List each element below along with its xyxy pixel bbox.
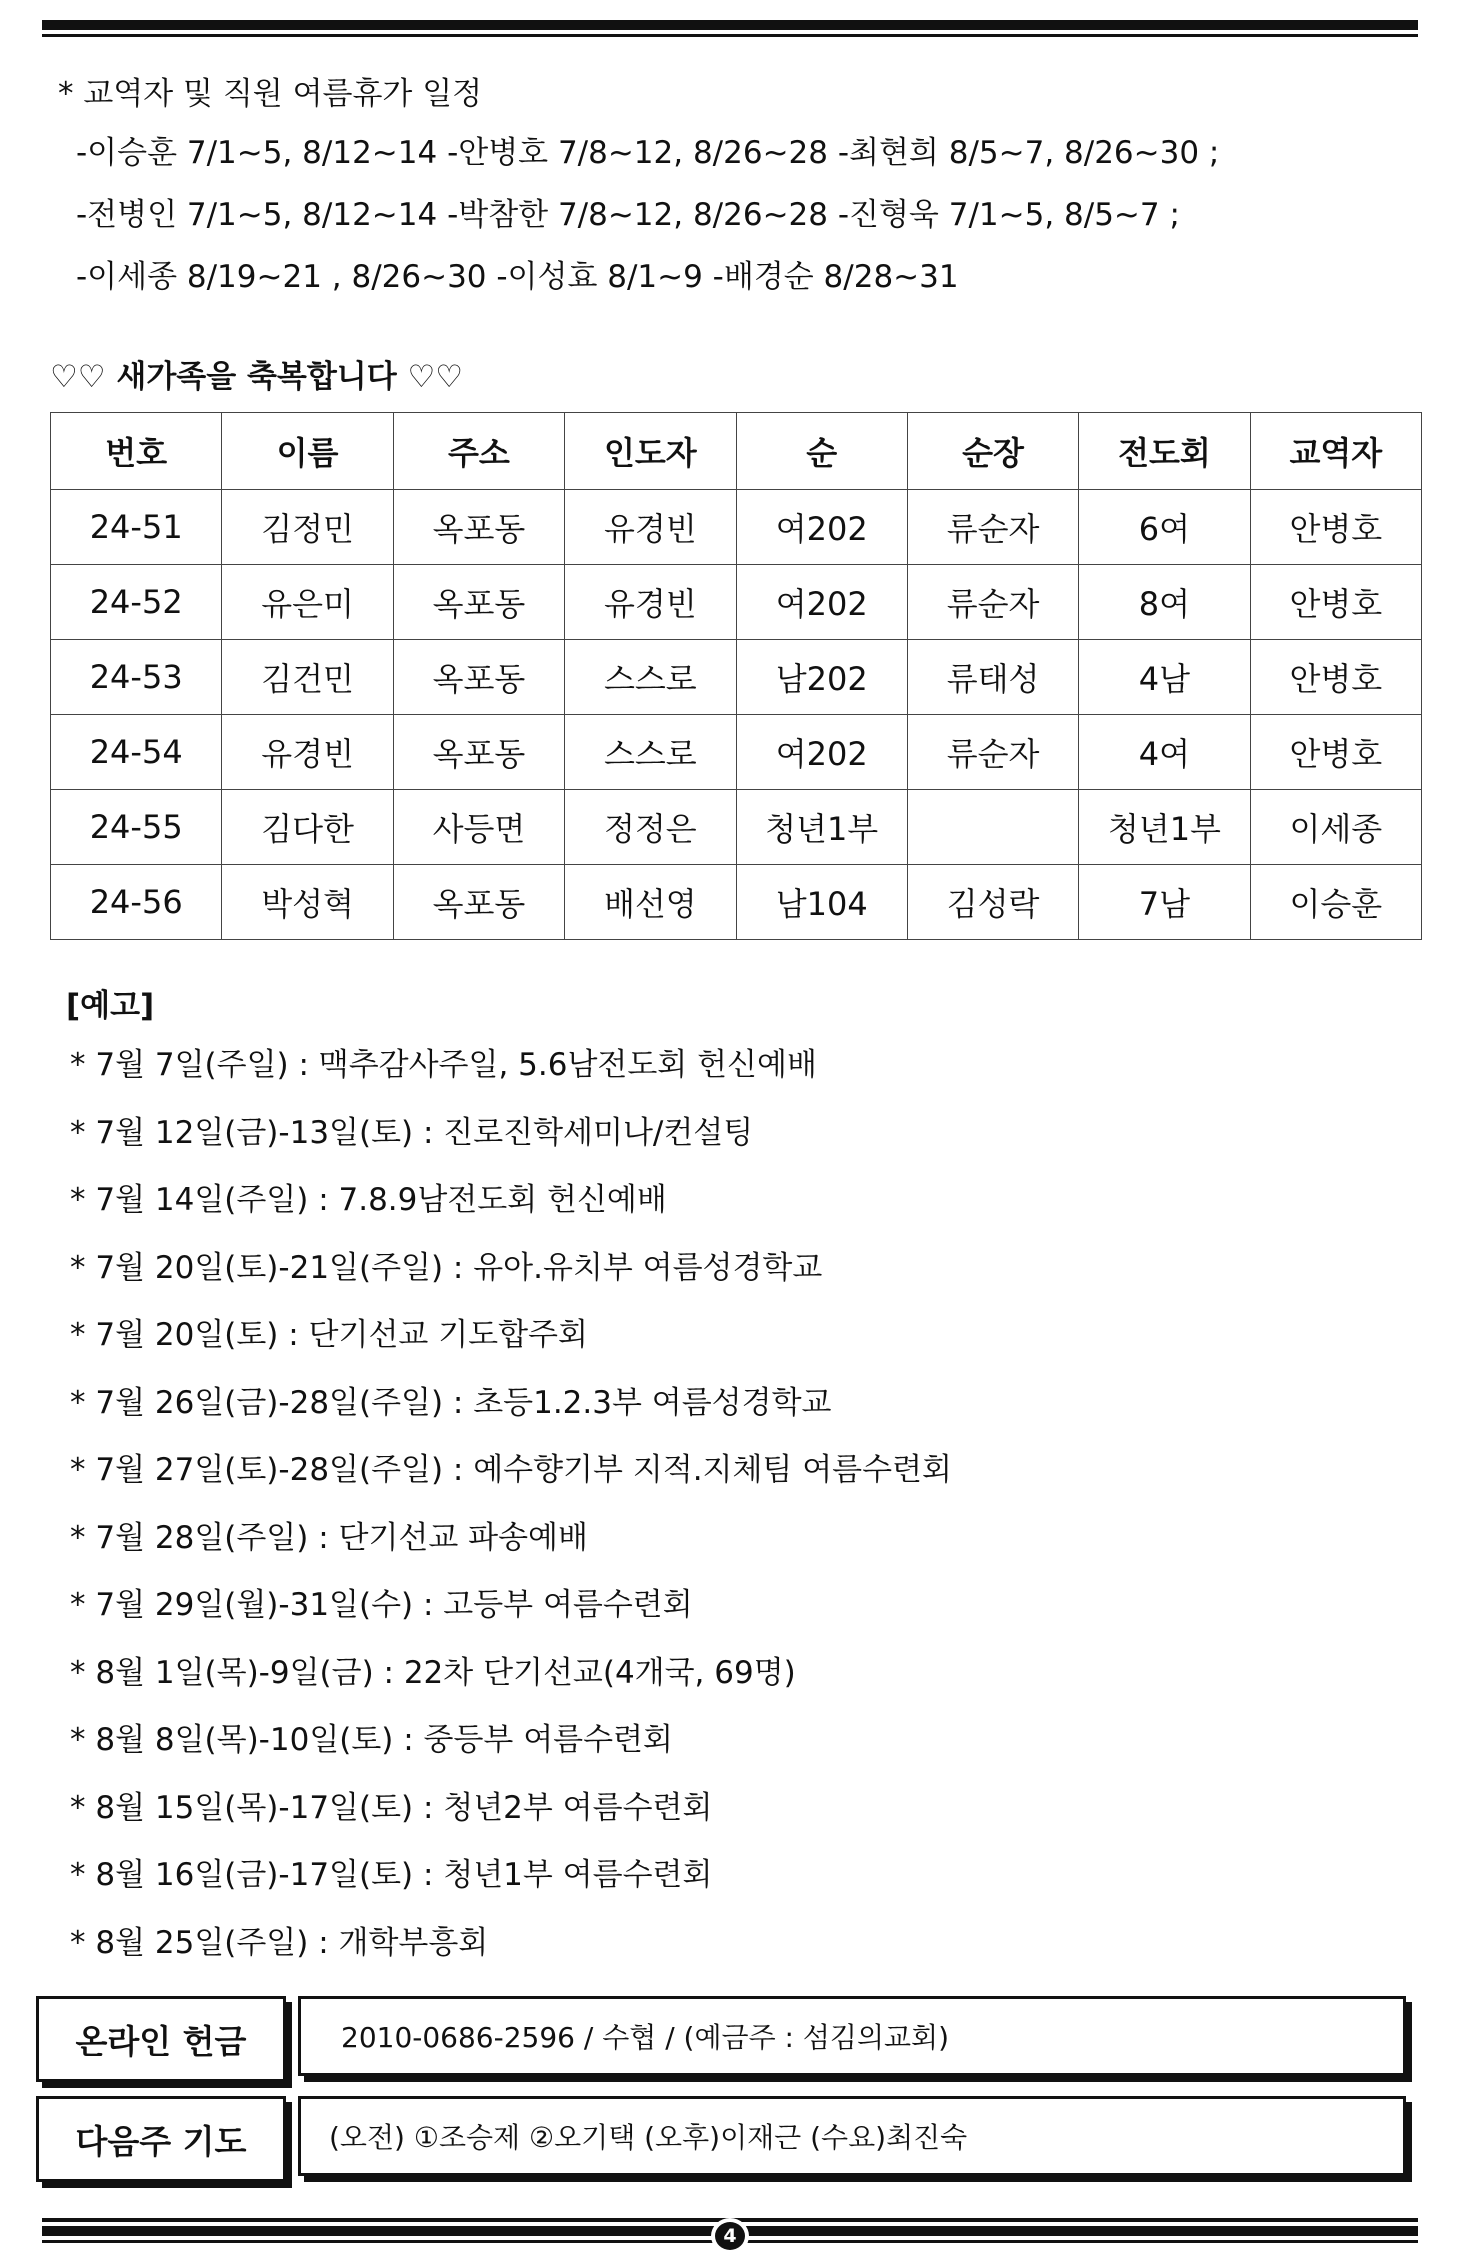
table-cell: 이승훈 [1250,865,1421,940]
table-cell: 24-54 [51,715,222,790]
table-cell: 6여 [1079,490,1250,565]
bottom-rule [42,2218,1418,2247]
table-cell: 안병호 [1250,565,1421,640]
list-item: * 7월 20일(토) : 단기선교 기도합주회 [70,1317,588,1353]
list-item: * 7월 26일(금)-28일(주일) : 초등1.2.3부 여름성경학교 [70,1384,832,1421]
table-cell: 안병호 [1250,715,1421,790]
list-item: * 8월 25일(주일) : 개학부흥회 [70,1924,489,1961]
table-row [51,640,1422,715]
table-cell: 유은미 [222,565,393,640]
column-header: 전도회 [1079,413,1250,490]
table-cell: 24-51 [51,490,222,565]
table-cell: 배선영 [565,865,736,940]
table-cell: 김건민 [222,640,393,715]
table-cell: 류순자 [907,715,1078,790]
column-header: 순장 [907,413,1078,490]
column-header: 번호 [51,413,222,490]
table-cell: 옥포동 [393,640,564,715]
table-cell: 4여 [1079,715,1250,790]
column-header: 주소 [393,413,564,490]
column-header: 인도자 [565,413,736,490]
list-item: * 7월 29일(월)-31일(수) : 고등부 여름수련회 [70,1587,693,1623]
table-cell: 옥포동 [393,715,564,790]
vacation-schedule [58,66,1428,308]
table-cell: 김다한 [222,790,393,865]
table-cell: 박성혁 [222,865,393,940]
table-row [51,790,1422,865]
list-item: * 8월 16일(금)-17일(토) : 청년1부 여름수련회 [70,1857,713,1893]
table-cell: 4남 [1079,640,1250,715]
vacation-title: * 교역자 및 직원 여름휴가 일정 [58,76,483,112]
heart-icon: ♡♡ [50,359,106,395]
table-cell: 유경빈 [565,490,736,565]
table-cell: 7남 [1079,865,1250,940]
online-offering-account: 2010-0686-2596 / 수협 / (예금주 : 섬김의교회) [298,1996,1406,2076]
table-cell: 여202 [736,565,907,640]
list-item: * 7월 28일(주일) : 단기선교 파송예배 [70,1519,588,1556]
vacation-line: -전병인 7/1~5, 8/12~14 -박참한 7/8~12, 8/26~28 -진형욱 7/1~5, 8/5~7 ; [76,197,1180,233]
page-number: 4 [711,2218,749,2254]
table-cell: 24-56 [51,865,222,940]
table-cell [907,790,1078,865]
table-cell: 여202 [736,490,907,565]
table-cell: 여202 [736,715,907,790]
table-cell: 옥포동 [393,490,564,565]
table-cell: 류순자 [907,490,1078,565]
next-prayer-leaders: (오전) ①조승제 ②오기택 (오후)이재근 (수요)최진숙 [298,2096,1406,2176]
table-row [51,490,1422,565]
table-row [51,865,1422,940]
top-rule-thick [42,20,1418,30]
list-item: * 7월 7일(주일) : 맥추감사주일, 5.6남전도회 헌신예배 [70,1047,817,1083]
table-cell: 남104 [736,865,907,940]
heart-icon: ♡♡ [407,359,464,395]
table-cell: 스스로 [565,640,736,715]
column-header: 교역자 [1250,413,1421,490]
table-cell: 이세종 [1250,790,1421,865]
column-header: 이름 [222,413,393,490]
table-cell: 안병호 [1250,490,1421,565]
table-cell: 8여 [1079,565,1250,640]
vacation-line: -이승훈 7/1~5, 8/12~14 -안병호 7/8~12, 8/26~28 -최현희 8/5~7, 8/26~30 ; [76,135,1220,171]
table-cell: 안병호 [1250,640,1421,715]
table-cell: 스스로 [565,715,736,790]
list-item: * 8월 15일(목)-17일(토) : 청년2부 여름수련회 [70,1789,713,1826]
online-offering-row [36,1996,1426,2090]
table-cell: 류태성 [907,640,1078,715]
table-cell: 청년1부 [1079,790,1250,865]
next-prayer-row [36,2096,1426,2190]
new-family-title: 새가족을 축복합니다 [116,359,397,395]
new-family-heading [50,352,463,402]
new-family-table [50,412,1422,940]
table-cell: 24-53 [51,640,222,715]
online-offering-label: 온라인 헌금 [36,1996,286,2082]
table-cell: 남202 [736,640,907,715]
table-header-row [51,413,1422,490]
table-cell: 24-52 [51,565,222,640]
table-cell: 청년1부 [736,790,907,865]
table-cell: 24-55 [51,790,222,865]
table-cell: 정정은 [565,790,736,865]
table-cell: 유경빈 [565,565,736,640]
list-item: * 7월 14일(주일) : 7.8.9남전도회 헌신예배 [70,1182,667,1218]
notice-title: [예고] [66,988,155,1024]
list-item: * 8월 1일(목)-9일(금) : 22차 단기선교(4개국, 69명) [70,1654,796,1691]
table-cell: 사등면 [393,790,564,865]
table-row [51,715,1422,790]
table-cell: 옥포동 [393,865,564,940]
table-cell: 류순자 [907,565,1078,640]
table-cell: 유경빈 [222,715,393,790]
table-row [51,565,1422,640]
top-rule-thin [42,34,1418,37]
list-item: * 7월 20일(토)-21일(주일) : 유아.유치부 여름성경학교 [70,1249,823,1286]
next-prayer-label: 다음주 기도 [36,2096,286,2182]
table-cell: 옥포동 [393,565,564,640]
column-header: 순 [736,413,907,490]
list-item: * 7월 27일(토)-28일(주일) : 예수향기부 지적.지체팀 여름수련회 [70,1452,952,1488]
vacation-line: -이세종 8/19~21 , 8/26~30 -이성효 8/1~9 -배경순 8/28~31 [76,259,959,295]
list-item: * 8월 8일(목)-10일(토) : 중등부 여름수련회 [70,1722,673,1758]
notice-section [66,980,1366,1977]
top-rule [42,20,1418,37]
table-cell: 김정민 [222,490,393,565]
list-item: * 7월 12일(금)-13일(토) : 진로진학세미나/컨설팅 [70,1114,754,1151]
table-cell: 김성락 [907,865,1078,940]
